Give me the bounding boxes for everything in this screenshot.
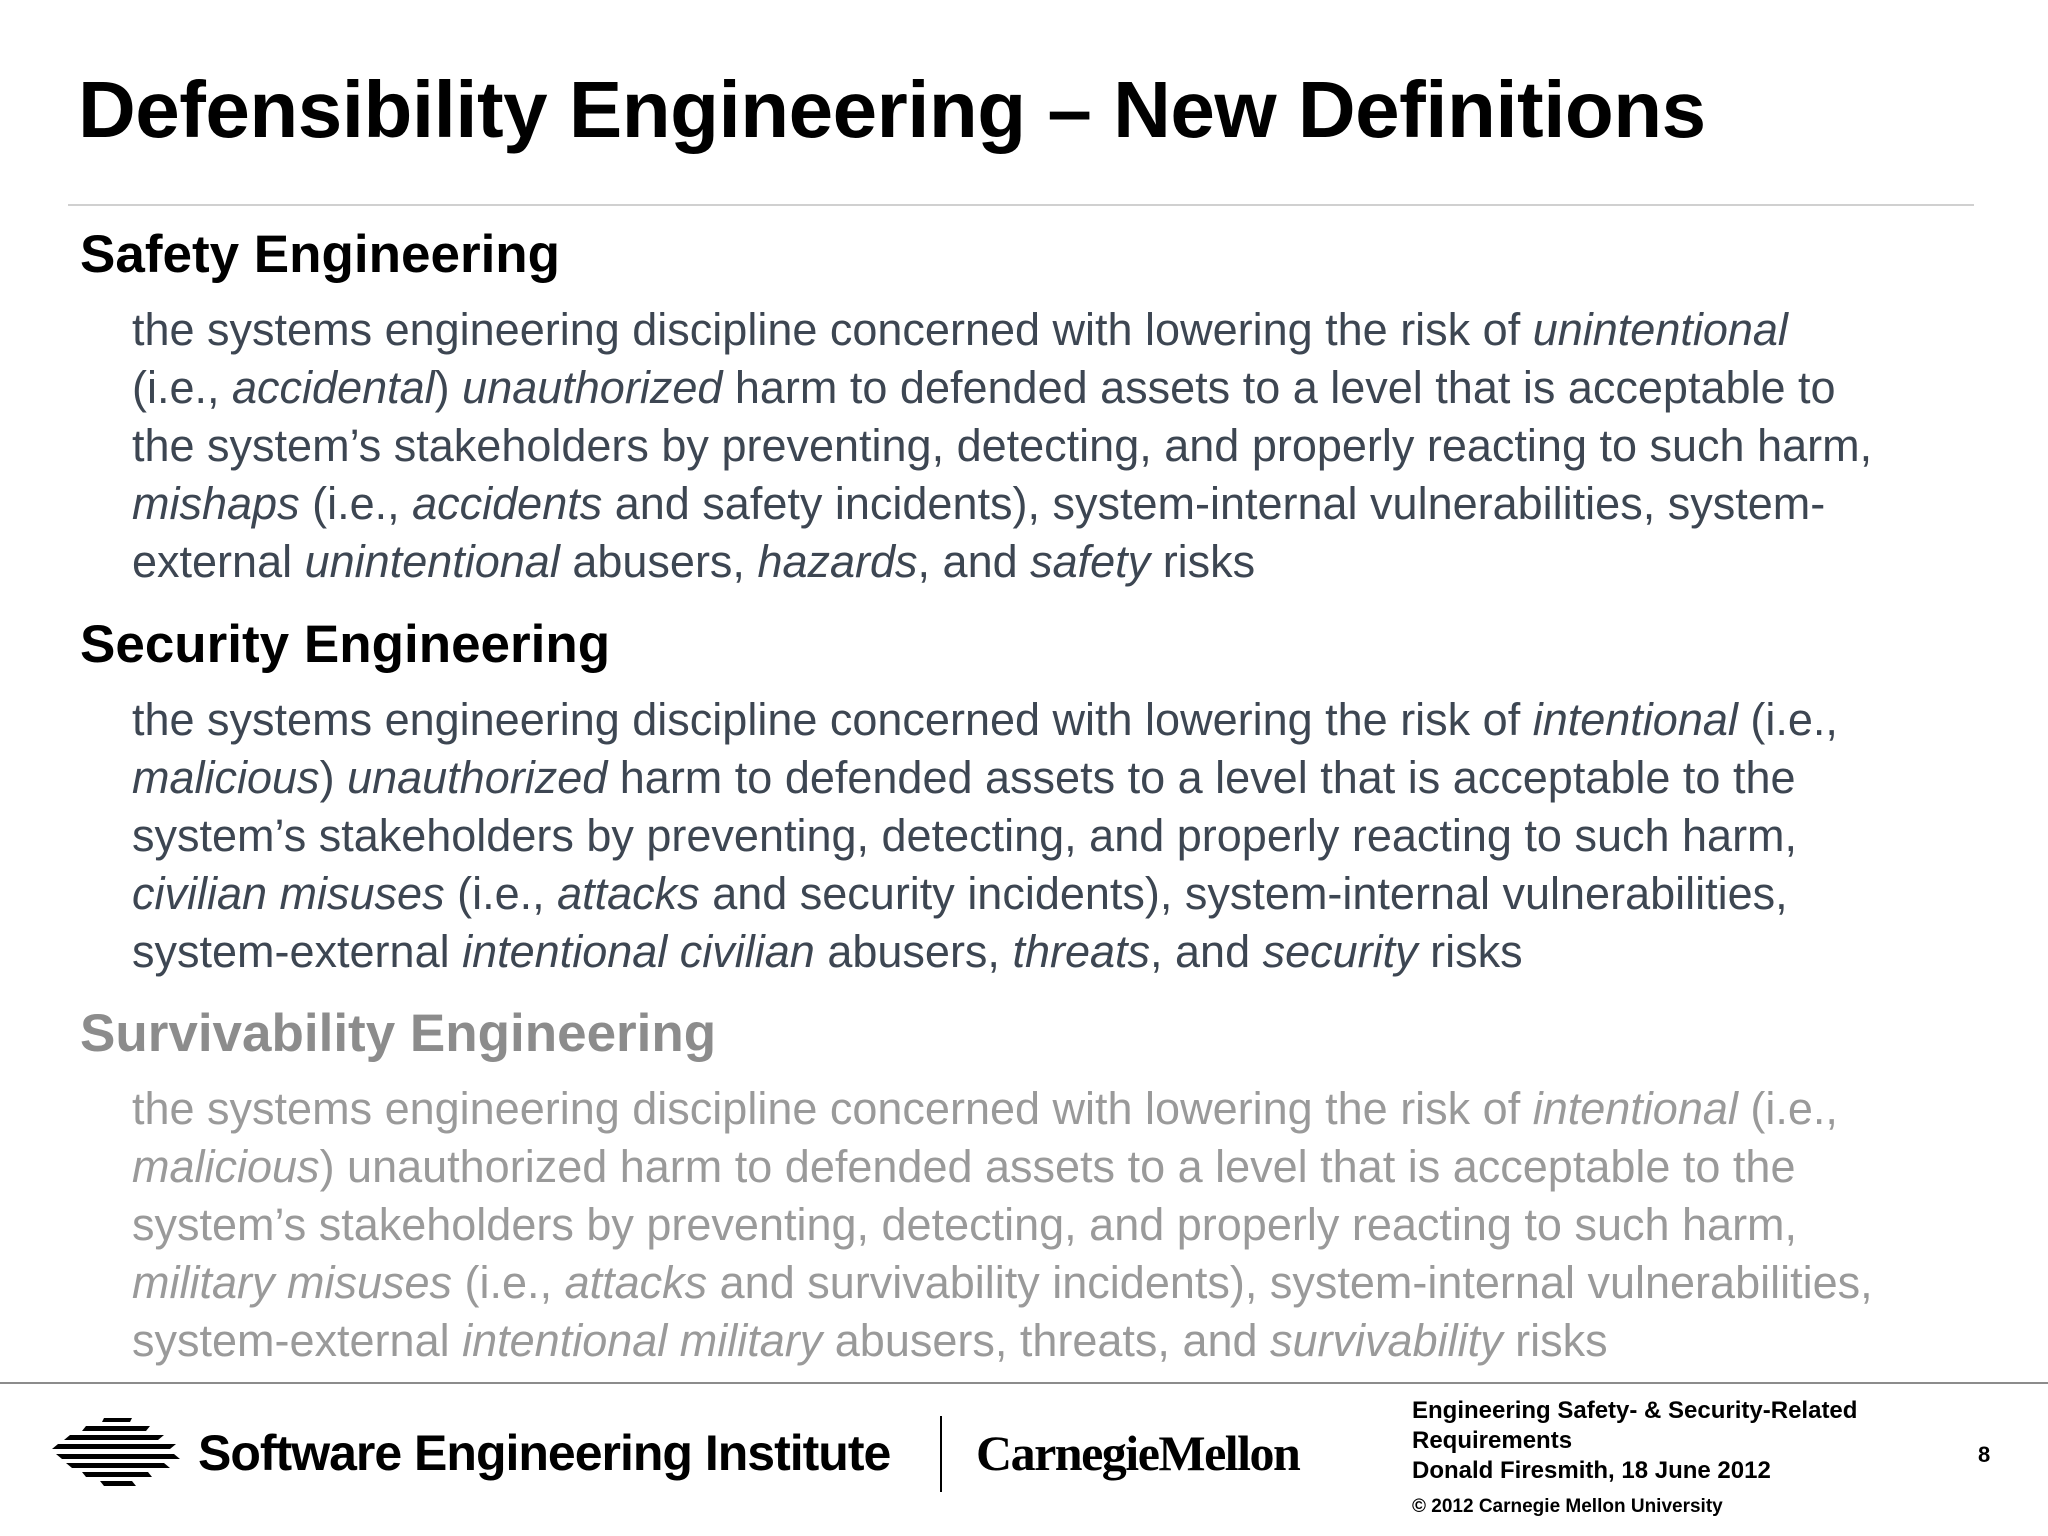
text-run: system’s stakeholders by preventing, detecting, and properly reacting to such harm,: [132, 1199, 1798, 1250]
emphasized-text: intentional civilian: [462, 926, 815, 977]
text-run: ): [319, 752, 348, 803]
definition-line: [132, 923, 2020, 981]
text-run: (i.e.,: [299, 478, 413, 529]
footer-presentation-info: [1412, 1396, 1857, 1486]
text-run: abusers,: [814, 926, 1013, 977]
definition-line: [132, 533, 2020, 591]
cmu-wordmark: CarnegieMellon: [976, 1425, 1300, 1481]
emphasized-text: mishaps: [132, 478, 300, 529]
section-safety-engineering: [80, 226, 2020, 591]
emphasized-text: attacks: [557, 868, 700, 919]
emphasized-text: malicious: [132, 1141, 320, 1192]
text-run: harm to defended assets to a level that is acceptable to the: [607, 752, 1796, 803]
emphasized-text: hazards: [757, 536, 918, 587]
emphasized-text: civilian misuses: [132, 868, 445, 919]
definition-line: [132, 1312, 2020, 1370]
text-run: ): [434, 362, 463, 413]
text-run: (i.e.,: [1737, 1083, 1838, 1134]
presentation-title-line1: Engineering Safety- & Security-Related: [1412, 1397, 1858, 1424]
definition-line: [132, 807, 2020, 865]
definition-line: [132, 749, 2020, 807]
text-run: the systems engineering discipline concerned with lowering the risk of: [132, 304, 1533, 355]
definition-line: [132, 1196, 2020, 1254]
definition-line: [132, 1138, 2020, 1196]
emphasized-text: intentional: [1532, 694, 1738, 745]
text-run: , and: [1150, 926, 1263, 977]
text-run: , and: [917, 536, 1031, 587]
text-run: abusers,: [559, 536, 758, 587]
text-run: system-external: [132, 1315, 463, 1366]
text-run: risks: [1502, 1315, 1608, 1366]
text-run: and security incidents), system-internal vulnerabilities,: [699, 868, 1788, 919]
text-run: abusers, threats, and: [822, 1315, 1271, 1366]
text-run: the system’s stakeholders by preventing, detecting, and properly reacting to such harm,: [132, 420, 1873, 471]
text-run: the systems engineering discipline concerned with lowering the risk of: [132, 1083, 1533, 1134]
emphasized-text: intentional military: [462, 1315, 823, 1366]
emphasized-text: malicious: [132, 752, 320, 803]
emphasized-text: security: [1262, 926, 1418, 977]
footer-divider: [0, 1382, 2048, 1384]
text-run: (i.e.,: [452, 1257, 565, 1308]
text-run: risks: [1417, 926, 1523, 977]
section-definition: [80, 301, 2020, 591]
section-definition: [80, 1080, 2020, 1370]
text-run: (i.e.,: [132, 362, 233, 413]
text-run: system’s stakeholders by preventing, detecting, and properly reacting to such harm,: [132, 810, 1798, 861]
text-run: and safety incidents), system-internal vulnerabilities, system-: [602, 478, 1826, 529]
title-divider: [68, 204, 1974, 206]
emphasized-text: safety: [1030, 536, 1151, 587]
slide-title: Defensibility Engineering – New Definitions: [78, 65, 1706, 154]
copyright-notice: © 2012 Carnegie Mellon University: [1412, 1496, 1723, 1517]
text-run: and survivability incidents), system-internal vulnerabilities,: [707, 1257, 1873, 1308]
definition-line: [132, 475, 2020, 533]
emphasized-text: attacks: [564, 1257, 708, 1308]
text-run: the systems engineering discipline concerned with lowering the risk of: [132, 694, 1533, 745]
definition-line: [132, 417, 2020, 475]
presentation-title-line2: Requirements: [1412, 1427, 1573, 1454]
sei-wordmark: Software Engineering Institute: [198, 1425, 891, 1481]
text-run: external: [132, 536, 305, 587]
section-security-engineering: [80, 616, 2020, 981]
page-number: 8: [1978, 1442, 1991, 1467]
text-run: harm to defended assets to a level that is acceptable to: [722, 362, 1836, 413]
emphasized-text: threats: [1012, 926, 1151, 977]
section-survivability-engineering: [80, 1005, 2020, 1370]
definition-line: [132, 691, 2020, 749]
section-heading: Security Engineering: [80, 615, 611, 674]
emphasized-text: accidents: [412, 478, 603, 529]
definition-line: [132, 301, 2020, 359]
emphasized-text: unintentional: [1532, 304, 1788, 355]
emphasized-text: survivability: [1270, 1315, 1503, 1366]
emphasized-text: unauthorized: [462, 362, 723, 413]
emphasized-text: unintentional: [304, 536, 560, 587]
text-run: (i.e.,: [444, 868, 558, 919]
section-definition: [80, 691, 2020, 981]
text-run: system-external: [132, 926, 463, 977]
section-heading: Survivability Engineering: [80, 1004, 717, 1063]
emphasized-text: intentional: [1532, 1083, 1738, 1134]
logo-divider: [940, 1416, 942, 1492]
definition-line: [132, 865, 2020, 923]
sei-logo-icon: [52, 1416, 180, 1492]
emphasized-text: accidental: [232, 362, 435, 413]
author-date: Donald Firesmith, 18 June 2012: [1412, 1457, 1771, 1484]
text-run: risks: [1150, 536, 1256, 587]
definition-line: [132, 1080, 2020, 1138]
text-run: ) unauthorized harm to defended assets to a level that is acceptable to the: [319, 1141, 1796, 1192]
emphasized-text: military misuses: [132, 1257, 453, 1308]
section-heading: Safety Engineering: [80, 225, 561, 284]
text-run: (i.e.,: [1737, 694, 1838, 745]
definition-line: [132, 359, 2020, 417]
emphasized-text: unauthorized: [347, 752, 608, 803]
definition-line: [132, 1254, 2020, 1312]
